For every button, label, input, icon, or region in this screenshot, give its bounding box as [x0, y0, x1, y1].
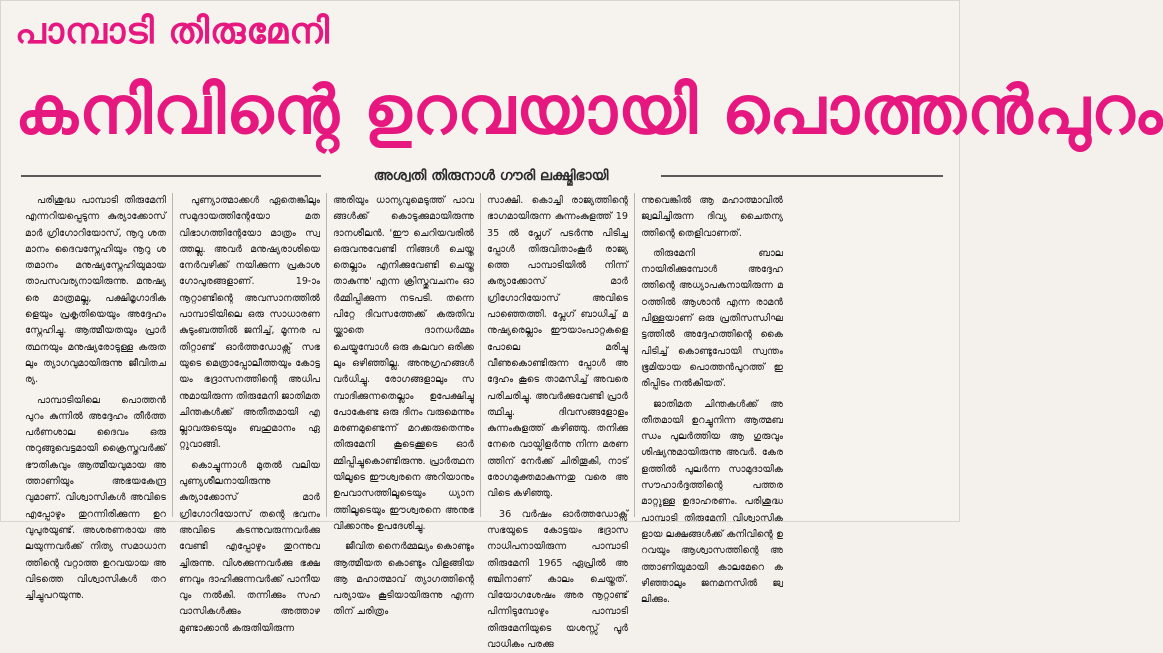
paragraph: അരിയും ധാന്യവുമെടുത്ത് പാവങ്ങൾക്ക് കൊടുക്കുമായിരുന്നു ദാനശീലൻ. 'ഈ ചെറിയവരിൽ ഒരുവനുവേണ്ടി നിങ്ങൾ ചെയ്തതെല്ലാം എനിക്കുവേണ്ടി ചെയ്തതാകുന്നു' എന്ന ക്രിസ്തുവചനം ഓർമ്മിപ്പിക്കുന്ന നടപടി. തന്നെ പിറ്റേ ദിവസത്തേക്ക് കരുതിവയ്ക്കാതെ ദാനധർമ്മം ചെയ്യുമ്പോൾ ഒരു കലവറ ഒരിക്കലും ഒഴിഞ്ഞില്ല. അനുഗ്രഹങ്ങൾ വർധിച്ചു. രോഗങ്ങളാലും സമ്പാദിക്കുന്നതെല്ലാം ഉപേക്ഷിച്ചു പോകേണ്ട ഒരു ദിനം വരുമെന്നും മരണമുണ്ടെന്ന് മറക്കരുതെന്നും തിരുമേനി കൂടെക്കൂടെ ഓർമ്മിപ്പിച്ചുകൊണ്ടിരുന്നു. പ്രാർത്ഥനയിലൂടെ ഈശ്വരനെ അറിയാനും ഉപവാസത്തിലൂടെയും ധ്യാനത്തിലൂടെയും ഈശ്വരനെ അനുഭവിക്കാനും ഉപദേശിച്ചു. [333, 195, 474, 532]
headline-top: പാമ്പാടി തിരുമേനി [15, 11, 331, 52]
column-3 [327, 193, 481, 618]
column-2 [173, 193, 327, 634]
column-1 [19, 193, 173, 602]
column-4 [481, 193, 635, 651]
paragraph: കൊച്ചുന്നാൾ മുതൽ വലിയ പുണ്യശീലനായിരുന്നു കുര്യാക്കോസ് മാർ ഗ്രിഗോറിയോസ് തന്റെ ഭവനം അവിടെ കടന്നുവരുന്നവർക്കു വേണ്ടി എപ്പോഴും തുറന്നുവച്ചിരുന്നു. വിശക്കുന്നവർക്കു ഭക്ഷണവും ദാഹിക്കുന്നവർക്ക് പാനീയവും നൽകി. തന്നിക്കും സഹവാസികൾക്കും അത്താഴമുണ്ടാക്കാൻ കരുതിയിരുന്ന [179, 459, 320, 634]
paragraph: ന്നുവെങ്കിൽ ആ മഹാത്മാവിൽ ജ്വലിച്ചിരുന്ന ദിവ്യ ചൈതന്യത്തിന്റെ തെളിവാണത്. [641, 195, 783, 239]
headline-main: കനിവിന്റെ ഉറവയായി പൊത്തൻപുറം [15, 72, 1163, 149]
paragraph: ജീവിത നൈർമ്മല്യം കൊണ്ടും ആത്മീയത കൊണ്ടും വിളങ്ങിയ ആ മഹാത്മാവ് ത്യാഗത്തിന്റെ പര്യായം കൂടിയായിരുന്നു എന്നതിന് ചരിത്രം [333, 541, 474, 618]
paragraph: പാമ്പാടിയിലെ പൊത്തൻപുറം കുന്നിൽ അദ്ദേഹം തീർത്ത പർണശാല ദൈവം ഒരു നുറുങ്ങുവെട്ടമായി ക്രൈസ്തവർക്ക് ഭൗതികവും ആത്മീയവുമായ അത്താണിയും അഭയകേന്ദ്രവുമാണ്. വിശ്വാസികൾ അവിടെ എപ്പോഴും തുറന്നിരിക്കുന്ന ഉറവുപുരയുണ്ട്. അശരണരായ അലയുന്നവർക്ക് നിത്യ സമാധാനത്തിന്റെ വറ്റാത്ത ഉറവയായ അവിടത്തെ വിശ്വാസികൾ തറച്ചിച്ചുപറയുന്നു. [25, 394, 166, 602]
paragraph: 36 വർഷം ഓർത്തഡോക്സ് സഭയുടെ കോട്ടയം ഭദ്രാസനാധിപനായിരുന്ന പാമ്പാടി തിരുമേനി 1965 ഏപ്രിൽ അഞ്ചിനാണ് കാലം ചെയ്തത്. വിയോഗശേഷം അര നൂറ്റാണ്ട് പിന്നിടുമ്പോഴും പാമ്പാടി തിരുമേനിയുടെ യശസ്സ് പൂർവാധികം പരക്കു [487, 508, 628, 651]
byline-row [1, 165, 961, 187]
paragraph: പുണ്യാത്മാക്കൾ ഏതെങ്കിലും സമുദായത്തിന്റേയോ മത വിഭാഗത്തിന്റേയോ മാത്രം സ്വത്തല്ല. അവർ മനുഷ്യരാശിയെ നേർവഴിക്ക് നയിക്കുന്ന പ്രകാശഗോപുരങ്ങളാണ്. 19-ാം നൂറ്റാണ്ടിന്റെ അവസാനത്തിൽ പാമ്പാടിയിലെ ഒരു സാധാരണ കുടുംബത്തിൽ ജനിച്ച്, മൂന്നര പതിറ്റാണ്ട് ഓർത്തഡോക്സ് സഭയുടെ മെത്രാപ്പോലീത്തയും കോട്ടയം ഭദ്രാസനത്തിന്റെ അധിപനുമായിരുന്ന തിരുമേനി ജാതിമത ചിന്തകൾക്ക് അതീതമായി എല്ലാവരുടെയും ബഹുമാനം ഏറ്റുവാങ്ങി. [179, 195, 320, 451]
paragraph: പരിശുദ്ധ പാമ്പാടി തിരുമേനി എന്നറിയപ്പെടുന്ന കുര്യാക്കോസ് മാർ ഗ്രിഗോറിയോസ്, നൂറു ശതമാനം ദൈവസ്നേഹിയും നൂറു ശതമാനം മനുഷ്യസ്നേഹിയുമായ താപസവര്യനായിരുന്നു. മനുഷ്യരെ മാത്രമല്ല, പക്ഷിമൃഗാദികളെയും പ്രകൃതിയെയും അദ്ദേഹം സ്നേഹിച്ചു. ആത്മീയതയും പ്രാർത്ഥനയും മനുഷ്യരോടുള്ള കരുതലും ത്യാഗവുമായിരുന്നു ജീവിതചര്യ. [25, 195, 166, 386]
paragraph: തിരുമേനി ബാലനായിരിക്കുമ്പോൾ അദ്ദേഹത്തിന്റെ അധ്യാപകനായിരുന്ന മഠത്തിൽ ആശാൻ എന്ന രാമൻപിള്ളയാണ് ഒരു പ്രതിസന്ധിഘട്ടത്തിൽ അദ്ദേഹത്തിന്റെ കൈ പിടിച്ച് കൊണ്ടുപോയി സ്വന്തം ഭൂമിയായ പൊത്തൻപുറത്ത് ഇരിപ്പിടം നൽകിയത്. [641, 247, 783, 390]
byline-rule-left [21, 175, 321, 177]
byline: അശ്വതി തിരുനാൾ ഗൗരി ലക്ഷ്മിഭായി [373, 168, 609, 184]
paragraph: സാക്ഷി. കൊച്ചി രാജ്യത്തിന്റെ ഭാഗമായിരുന്ന കുന്നംകുളത്ത് 1935 ൽ പ്ലേഗ് പടർന്നു പിടിച്ചപ്പോൾ തിരുവിതാംകൂർ രാജ്യത്തെ പാമ്പാടിയിൽ നിന്ന് കുര്യാക്കോസ് മാർ ഗ്രിഗോറിയോസ് അവിടെ പാഞ്ഞെത്തി. പ്ലേഗ് ബാധിച്ച് മനുഷ്യരെല്ലാം ഈയാംപാറ്റകളെ പോലെ മരിച്ചു വീണുകൊണ്ടിരുന്ന പ്പോൾ അദ്ദേഹം കൂടെ താമസിച്ച് അവരെ പരിചരിച്ചു. അവർക്കുവേണ്ടി പ്രാർത്ഥിച്ചു. ദിവസങ്ങളോളം കുന്നംകുളത്ത് കഴിഞ്ഞു. തനിക്കു നേരെ വായ്പിളർന്നു നിന്ന മരണത്തിന് നേർക്ക് ചിരിതൂകി, നാട് രോഗമുക്തമാകുന്നതു വരെ അവിടെ കഴിഞ്ഞു. [487, 195, 628, 500]
byline-rule-right [661, 175, 943, 177]
column-5 [635, 193, 789, 606]
paragraph: ജാതിമത ചിന്തകൾക്ക് അതീതമായി ഉറച്ചുനിന്ന ആത്മബന്ധം പുലർത്തിയ ആ ഗുരുവും ശിഷ്യനുമായിരുന്നു അവർ. കേരളത്തിൽ പുലർന്ന സാമുദായിക സൗഹാർദ്ദത്തിന്റെ പത്തരമാറ്റുള്ള ഉദാഹരണം. പരിശുദ്ധ പാമ്പാടി തിരുമേനി വിശ്വാസികളായ ലക്ഷങ്ങൾക്ക് കനിവിന്റെ ഉറവയും ആശ്വാസത്തിന്റെ അത്താണിയുമായി കാലമേറെ കഴിഞ്ഞാലും ജനമനസിൽ ജ്വലിക്കും. [641, 398, 783, 606]
article-body [19, 193, 943, 651]
